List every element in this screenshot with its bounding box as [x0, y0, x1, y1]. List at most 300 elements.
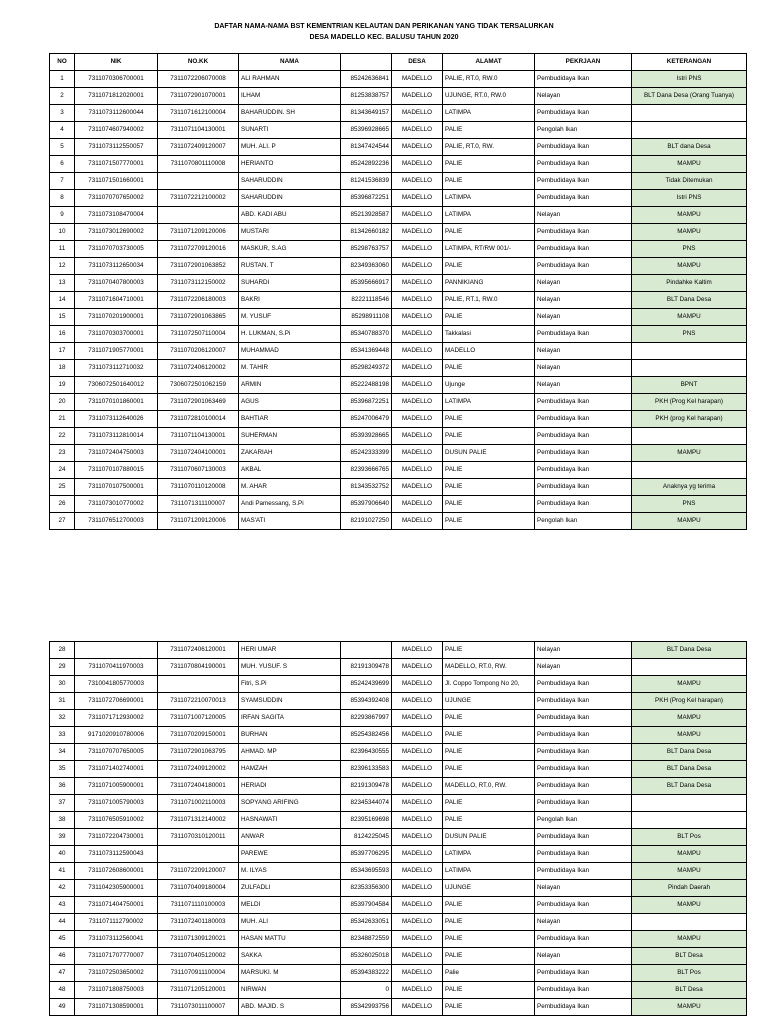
table-row	[50, 795, 747, 812]
cell-no: 39	[50, 829, 75, 846]
cell-desa: MADELLO	[392, 965, 443, 982]
cell-phone: 85342633051	[341, 914, 392, 931]
cell-desa: MADELLO	[392, 105, 443, 122]
cell-alamat: PALIE	[443, 812, 535, 829]
cell-keterangan: MAMPU	[632, 931, 747, 948]
cell-alamat: PALIE	[443, 360, 535, 377]
cell-pekerjaan: Pengolah Ikan	[535, 513, 632, 530]
table-row	[50, 462, 747, 479]
cell-phone	[341, 642, 392, 659]
cell-desa: MADELLO	[392, 513, 443, 530]
table-row	[50, 190, 747, 207]
cell-phone: 85326025018	[341, 948, 392, 965]
cell-nik: 7311073012690002	[75, 224, 158, 241]
cell-alamat: LATIMPA	[443, 846, 535, 863]
cell-desa: MADELLO	[392, 445, 443, 462]
cell-pekerjaan: Nelayan	[535, 275, 632, 292]
cell-nama: NIRWAN	[239, 982, 341, 999]
cell-keterangan: BLT Dana Desa	[632, 292, 747, 309]
cell-keterangan: PKH (prog Kel harapan)	[632, 411, 747, 428]
cell-no: 35	[50, 761, 75, 778]
cell-no-kk: 7311071209120006	[158, 224, 239, 241]
cell-desa: MADELLO	[392, 377, 443, 394]
cell-pekerjaan: Pembudidaya Ikan	[535, 999, 632, 1016]
cell-keterangan: MAMPU	[632, 676, 747, 693]
cell-nik: 7311072608600001	[75, 863, 158, 880]
table-row	[50, 948, 747, 965]
cell-phone: 85343695593	[341, 863, 392, 880]
cell-pekerjaan: Pembudidaya Ikan	[535, 744, 632, 761]
cell-nik: 7311071402740001	[75, 761, 158, 778]
cell-no-kk: 7311072901070001	[158, 88, 239, 105]
table-row	[50, 642, 747, 659]
cell-keterangan	[632, 462, 747, 479]
cell-pekerjaan: Pembudidaya Ikan	[535, 411, 632, 428]
cell-keterangan: Pindahke Kaltim	[632, 275, 747, 292]
cell-nik: 7311070201900001	[75, 309, 158, 326]
cell-desa: MADELLO	[392, 642, 443, 659]
cell-nik: 7311070306700001	[75, 71, 158, 88]
cell-no-kk: 7311070209150001	[158, 727, 239, 744]
cell-nama: HERIADI	[239, 778, 341, 795]
cell-alamat: PALIE	[443, 795, 535, 812]
cell-desa: MADELLO	[392, 496, 443, 513]
cell-phone: 82293867997	[341, 710, 392, 727]
cell-no: 36	[50, 778, 75, 795]
table-row	[50, 965, 747, 982]
cell-phone: 85242892236	[341, 156, 392, 173]
cell-keterangan: PNS	[632, 496, 747, 513]
cell-desa: MADELLO	[392, 948, 443, 965]
cell-pekerjaan: Pembudidaya Ikan	[535, 139, 632, 156]
cell-no: 5	[50, 139, 75, 156]
cell-alamat: PALIE	[443, 642, 535, 659]
cell-no-kk: 7311070206120007	[158, 343, 239, 360]
cell-keterangan: MAMPU	[632, 309, 747, 326]
cell-desa: MADELLO	[392, 693, 443, 710]
cell-no-kk: 7311070110120008	[158, 479, 239, 496]
cell-nama: AGUS	[239, 394, 341, 411]
cell-nik: 7311074607940002	[75, 122, 158, 139]
cell-keterangan: PKH (Prog Kel harapan)	[632, 693, 747, 710]
cell-nik: 7311071112790002	[75, 914, 158, 931]
table-row	[50, 445, 747, 462]
table-row	[50, 309, 747, 326]
cell-pekerjaan: Pembudidaya Ikan	[535, 224, 632, 241]
cell-no-kk: 7311072409120002	[158, 761, 239, 778]
cell-alamat: PALIE, RT.0, RW.0	[443, 71, 535, 88]
cell-keterangan: Istri PNS	[632, 190, 747, 207]
cell-no-kk: 7311070310120011	[158, 829, 239, 846]
cell-no: 10	[50, 224, 75, 241]
cell-alamat: PALIE	[443, 982, 535, 999]
cell-pekerjaan: Pembudidaya Ikan	[535, 326, 632, 343]
cell-phone: 85298911108	[341, 309, 392, 326]
table-row	[50, 88, 747, 105]
cell-no-kk: 7311071002110003	[158, 795, 239, 812]
cell-keterangan: Istri PNS	[632, 71, 747, 88]
cell-pekerjaan: Nelayan	[535, 309, 632, 326]
cell-nama: HERI UMAR	[239, 642, 341, 659]
cell-no-kk: 7311072901063865	[158, 309, 239, 326]
cell-alamat: UJUNGE	[443, 693, 535, 710]
table-row	[50, 693, 747, 710]
cell-alamat: LATIMPA, RT/RW 001/-	[443, 241, 535, 258]
cell-no-kk: 7311070801110008	[158, 156, 239, 173]
cell-alamat: PALIE	[443, 999, 535, 1016]
cell-nik: 7311076512700003	[75, 513, 158, 530]
table-row	[50, 343, 747, 360]
cell-alamat: PALIE	[443, 897, 535, 914]
cell-pekerjaan: Nelayan	[535, 292, 632, 309]
cell-pekerjaan: Pembudidaya Ikan	[535, 71, 632, 88]
cell-alamat: LATIMPA	[443, 207, 535, 224]
cell-no-kk: 7311072209120007	[158, 863, 239, 880]
cell-phone: 85397904584	[341, 897, 392, 914]
cell-no: 28	[50, 642, 75, 659]
cell-nik: 7311073112650034	[75, 258, 158, 275]
cell-pekerjaan: Pembudidaya Ikan	[535, 965, 632, 982]
cell-no-kk: 7311071104130001	[158, 122, 239, 139]
cell-nama: SAHARUDDIN	[239, 190, 341, 207]
cell-no-kk: 7311072901063852	[158, 258, 239, 275]
cell-no: 49	[50, 999, 75, 1016]
cell-no-kk: 7311072404180001	[158, 778, 239, 795]
cell-nama: RUSTAN. T	[239, 258, 341, 275]
cell-keterangan	[632, 105, 747, 122]
cell-nik: 7310041805770003	[75, 676, 158, 693]
cell-phone: 85340788370	[341, 326, 392, 343]
cell-pekerjaan: Nelayan	[535, 207, 632, 224]
cell-no: 8	[50, 190, 75, 207]
cell-phone: 85393928665	[341, 428, 392, 445]
cell-no-kk: 7311073112150002	[158, 275, 239, 292]
cell-nik: 7311072404750003	[75, 445, 158, 462]
cell-phone: 85242333399	[341, 445, 392, 462]
cell-no: 42	[50, 880, 75, 897]
cell-phone: 85396872251	[341, 190, 392, 207]
cell-phone: 8124225045	[341, 829, 392, 846]
table-row	[50, 428, 747, 445]
cell-keterangan: BLT dana Desa	[632, 139, 747, 156]
cell-alamat: DUSUN PALIE	[443, 445, 535, 462]
cell-no: 43	[50, 897, 75, 914]
cell-desa: MADELLO	[392, 727, 443, 744]
cell-keterangan: MAMPU	[632, 156, 747, 173]
cell-pekerjaan: Pembudidaya Ikan	[535, 394, 632, 411]
table-row	[50, 224, 747, 241]
cell-alamat: PALIE	[443, 156, 535, 173]
cell-keterangan: MAMPU	[632, 224, 747, 241]
cell-pekerjaan: Pembudidaya Ikan	[535, 156, 632, 173]
cell-no: 27	[50, 513, 75, 530]
cell-no-kk: 7311071612100004	[158, 105, 239, 122]
cell-no: 21	[50, 411, 75, 428]
cell-no: 25	[50, 479, 75, 496]
cell-pekerjaan: Pembudidaya Ikan	[535, 258, 632, 275]
cell-desa: MADELLO	[392, 190, 443, 207]
cell-no: 11	[50, 241, 75, 258]
cell-phone: 82191309478	[341, 659, 392, 676]
cell-alamat: Takkalasi	[443, 326, 535, 343]
cell-nik: 7311070107500001	[75, 479, 158, 496]
cell-pekerjaan: Pembudidaya Ikan	[535, 173, 632, 190]
cell-nik: 7311070107880015	[75, 462, 158, 479]
cell-nama: IRFAN SAGITA	[239, 710, 341, 727]
table-row	[50, 241, 747, 258]
cell-phone: 82221118546	[341, 292, 392, 309]
cell-desa: MADELLO	[392, 411, 443, 428]
cell-pekerjaan: Pembudidaya Ikan	[535, 727, 632, 744]
cell-desa: MADELLO	[392, 275, 443, 292]
table-row	[50, 377, 747, 394]
cell-no: 14	[50, 292, 75, 309]
cell-nama: ABD. KADI ABU	[239, 207, 341, 224]
cell-no-kk: 7311072406120002	[158, 360, 239, 377]
cell-no-kk: 7311071309120021	[158, 931, 239, 948]
cell-phone: 81241536839	[341, 173, 392, 190]
cell-no-kk: 7311072507110004	[158, 326, 239, 343]
cell-no: 20	[50, 394, 75, 411]
cell-nik: 7311070707650002	[75, 190, 158, 207]
cell-alamat: PALIE	[443, 948, 535, 965]
cell-pekerjaan: Nelayan	[535, 343, 632, 360]
cell-phone: 85298249372	[341, 360, 392, 377]
table-row	[50, 999, 747, 1016]
cell-phone: 85254382456	[341, 727, 392, 744]
cell-nik: 7311073108470004	[75, 207, 158, 224]
cell-keterangan	[632, 122, 747, 139]
cell-phone: 85342993756	[341, 999, 392, 1016]
cell-pekerjaan: Pembudidaya Ikan	[535, 846, 632, 863]
cell-nama: BAKRI	[239, 292, 341, 309]
cell-keterangan: BLT Dana Desa	[632, 642, 747, 659]
cell-nik: 7311071507770001	[75, 156, 158, 173]
table-row	[50, 931, 747, 948]
cell-no-kk: 7311071311100007	[158, 496, 239, 513]
cell-keterangan: BLT Dana Desa	[632, 778, 747, 795]
cell-nik: 7311073112550057	[75, 139, 158, 156]
cell-pekerjaan: Pembudidaya Ikan	[535, 428, 632, 445]
cell-desa: MADELLO	[392, 897, 443, 914]
table-row	[50, 105, 747, 122]
cell-nik: 7311071005790003	[75, 795, 158, 812]
cell-keterangan	[632, 914, 747, 931]
cell-alamat: UJUNGE, RT.0, RW.0	[443, 88, 535, 105]
cell-no: 33	[50, 727, 75, 744]
cell-keterangan: BLT Dana Desa	[632, 744, 747, 761]
cell-nik: 7311072706690001	[75, 693, 158, 710]
cell-pekerjaan: Nelayan	[535, 377, 632, 394]
cell-pekerjaan: Nelayan	[535, 880, 632, 897]
cell-phone: 0	[341, 982, 392, 999]
cell-pekerjaan: Pembudidaya Ikan	[535, 676, 632, 693]
cell-pekerjaan: Nelayan	[535, 914, 632, 931]
cell-nik: 7311071808750003	[75, 982, 158, 999]
cell-no: 3	[50, 105, 75, 122]
cell-keterangan: MAMPU	[632, 897, 747, 914]
cell-alamat: PALIE	[443, 513, 535, 530]
cell-pekerjaan: Nelayan	[535, 88, 632, 105]
cell-alamat: LATIMPA	[443, 394, 535, 411]
cell-no-kk: 7306072501062159	[158, 377, 239, 394]
cell-alamat: PALIE	[443, 710, 535, 727]
cell-nik: 7311073112590043	[75, 846, 158, 863]
table-row	[50, 173, 747, 190]
cell-no-kk	[158, 207, 239, 224]
cell-no: 24	[50, 462, 75, 479]
cell-desa: MADELLO	[392, 846, 443, 863]
cell-pekerjaan: Pengolah Ikan	[535, 122, 632, 139]
cell-phone: 85247006479	[341, 411, 392, 428]
cell-nama: Andi Pamessang, S.Pi	[239, 496, 341, 513]
cell-phone: 82191027250	[341, 513, 392, 530]
cell-nama: MUSTARI	[239, 224, 341, 241]
cell-nama: ALI RAHMAN	[239, 71, 341, 88]
cell-keterangan	[632, 659, 747, 676]
table-header-row	[50, 54, 747, 71]
cell-nama: MUH. ALI. P	[239, 139, 341, 156]
cell-desa: MADELLO	[392, 122, 443, 139]
cell-desa: MADELLO	[392, 207, 443, 224]
cell-nama: MUH. ALI	[239, 914, 341, 931]
cell-nama: HASNAWATI	[239, 812, 341, 829]
cell-desa: MADELLO	[392, 761, 443, 778]
cell-keterangan: BLT Desa	[632, 982, 747, 999]
cell-nama: M. TAHIR	[239, 360, 341, 377]
header-pekerjaan: PEKRJAAN	[535, 54, 632, 71]
cell-nik: 7311070411970003	[75, 659, 158, 676]
table-row	[50, 778, 747, 795]
table-row	[50, 513, 747, 530]
cell-keterangan: Tidak Ditemukan	[632, 173, 747, 190]
cell-desa: MADELLO	[392, 360, 443, 377]
cell-nama: SUHERMAN	[239, 428, 341, 445]
cell-nama: M. YUSUF	[239, 309, 341, 326]
table-row	[50, 812, 747, 829]
cell-no: 18	[50, 360, 75, 377]
cell-no-kk: 7311072404100001	[158, 445, 239, 462]
cell-nama: SUHARDI	[239, 275, 341, 292]
cell-pekerjaan: Pembudidaya Ikan	[535, 445, 632, 462]
cell-alamat: DUSUN PALIE	[443, 829, 535, 846]
cell-desa: MADELLO	[392, 479, 443, 496]
cell-pekerjaan: Pembudidaya Ikan	[535, 693, 632, 710]
cell-phone: 81253838757	[341, 88, 392, 105]
cell-nama: H. LUKMAN, S.Pi	[239, 326, 341, 343]
cell-no-kk: 7311072709120016	[158, 241, 239, 258]
cell-no-kk: 7311071205120001	[158, 982, 239, 999]
cell-alamat: MADELLO, RT.0, RW.	[443, 778, 535, 795]
cell-nik: 7311071905770001	[75, 343, 158, 360]
cell-pekerjaan: Pembudidaya Ikan	[535, 897, 632, 914]
cell-no: 38	[50, 812, 75, 829]
cell-keterangan	[632, 812, 747, 829]
cell-no: 34	[50, 744, 75, 761]
cell-no-kk: 7311073011100007	[158, 999, 239, 1016]
cell-alamat: Palie	[443, 965, 535, 982]
table-row	[50, 676, 747, 693]
beneficiary-table-1	[49, 53, 747, 530]
cell-keterangan: BLT Dana Desa (Orang Tuanya)	[632, 88, 747, 105]
table-row	[50, 727, 747, 744]
cell-phone: 85397906640	[341, 496, 392, 513]
cell-desa: MADELLO	[392, 462, 443, 479]
cell-alamat: Ujunge	[443, 377, 535, 394]
cell-keterangan: MAMPU	[632, 846, 747, 863]
cell-alamat: PALIE, RT.1, RW.0	[443, 292, 535, 309]
cell-nik: 7311072204730001	[75, 829, 158, 846]
cell-phone: 82348872559	[341, 931, 392, 948]
cell-nama: AKBAL	[239, 462, 341, 479]
cell-desa: MADELLO	[392, 326, 443, 343]
cell-nama: MUHAMMAD	[239, 343, 341, 360]
cell-alamat: Jl. Coppo Tompong No 20,	[443, 676, 535, 693]
cell-phone: 85394392408	[341, 693, 392, 710]
cell-no: 45	[50, 931, 75, 948]
cell-nama: MELDI	[239, 897, 341, 914]
cell-phone: 82395169698	[341, 812, 392, 829]
cell-nik: 7311071604710001	[75, 292, 158, 309]
cell-keterangan: PNS	[632, 326, 747, 343]
cell-no-kk: 7311070607130003	[158, 462, 239, 479]
cell-pekerjaan: Pembudidaya Ikan	[535, 496, 632, 513]
table-body-2	[50, 642, 747, 1016]
beneficiary-table-2	[49, 641, 747, 1016]
table-row	[50, 846, 747, 863]
table-row	[50, 326, 747, 343]
cell-keterangan: MAMPU	[632, 999, 747, 1016]
cell-keterangan	[632, 428, 747, 445]
table-row	[50, 275, 747, 292]
cell-phone: 82353356300	[341, 880, 392, 897]
cell-keterangan: BLT Pos	[632, 965, 747, 982]
cell-nama: PAREWE	[239, 846, 341, 863]
cell-no: 22	[50, 428, 75, 445]
cell-no-kk: 7311072901063795	[158, 744, 239, 761]
cell-nik: 7311072503650002	[75, 965, 158, 982]
cell-alamat: PALIE	[443, 479, 535, 496]
table-row	[50, 139, 747, 156]
cell-no-kk: 7311071209120006	[158, 513, 239, 530]
cell-desa: MADELLO	[392, 258, 443, 275]
cell-nik: 7311073010770002	[75, 496, 158, 513]
cell-pekerjaan: Pembudidaya Ikan	[535, 863, 632, 880]
cell-nama: MARSUKI. M	[239, 965, 341, 982]
cell-pekerjaan: Nelayan	[535, 659, 632, 676]
cell-desa: MADELLO	[392, 292, 443, 309]
cell-nama: HASAN MATTU	[239, 931, 341, 948]
cell-nama: SYAMSUDDIN	[239, 693, 341, 710]
table-row	[50, 207, 747, 224]
header-no-kk: NO.KK	[158, 54, 239, 71]
table-row	[50, 761, 747, 778]
cell-nama: BAHTIAR	[239, 411, 341, 428]
cell-no: 46	[50, 948, 75, 965]
cell-alamat: LATIMPA	[443, 863, 535, 880]
cell-nama: MASKUR, S.AG	[239, 241, 341, 258]
cell-phone: 81343649157	[341, 105, 392, 122]
cell-desa: MADELLO	[392, 863, 443, 880]
cell-alamat: PANNIKIANG	[443, 275, 535, 292]
table-row	[50, 292, 747, 309]
cell-no: 48	[50, 982, 75, 999]
cell-keterangan: BLT Desa	[632, 948, 747, 965]
cell-no: 19	[50, 377, 75, 394]
cell-phone: 85395666917	[341, 275, 392, 292]
cell-keterangan: MAMPU	[632, 445, 747, 462]
cell-nik	[75, 642, 158, 659]
